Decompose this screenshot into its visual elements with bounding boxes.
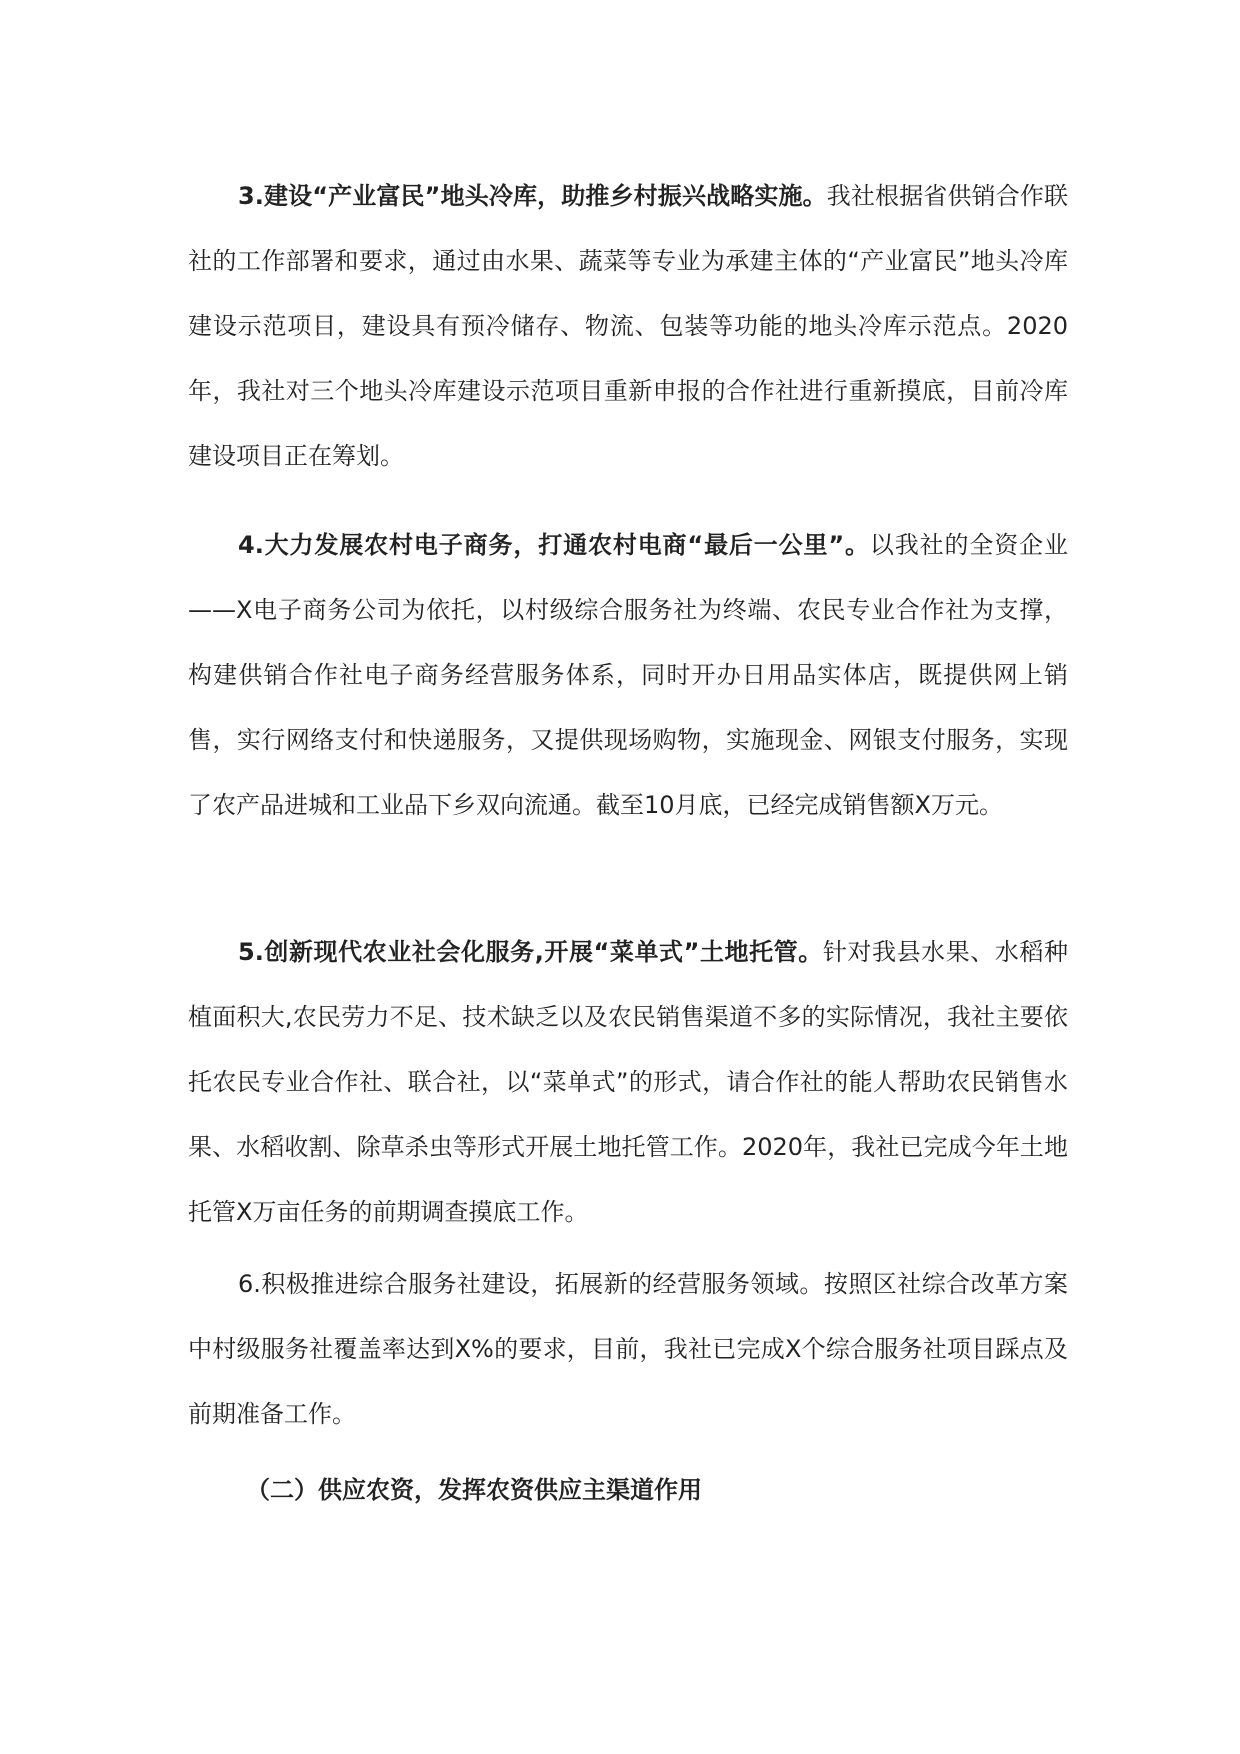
paragraph-lead-bold: 3.建设“产业富民”地头冷库，助推乡村振兴战略实施。	[238, 182, 827, 210]
paragraph-lead-bold: 4.大力发展农村电子商务，打通农村电商“最后一公里”。	[238, 531, 870, 559]
paragraph-body: 我社根据省供销合作联社的工作部署和要求，通过由水果、蔬菜等专业为承建主体的“产业富民”地头冷库建设示范项目，建设具有预冷储存、物流、包装等功能的地头冷库示范点。2020年，我社对三个地头冷库建设示范项目重新申报的合作社进行重新摸底，目前冷库建设项目正在筹划。	[188, 182, 1068, 470]
paragraph-body: 以我社的全资企业——X电子商务公司为依托，以村级综合服务社为终端、农民专业合作社为支撑，构建供销合作社电子商务经营服务体系，同时开办日用品实体店，既提供网上销售，实行网络支付和快递服务，又提供现场购物，实施现金、网银支付服务，实现了农产品进城和工业品下乡双向流通。截至10月底，已经完成销售额X万元。	[188, 531, 1068, 819]
section-heading: （二）供应农资，发挥农资供应主渠道作用	[246, 1476, 702, 1504]
paragraph-body: 针对我县水果、水稻种植面积大,农民劳力不足、技术缺乏以及农民销售渠道不多的实际情况，我社主要依托农民专业合作社、联合社，以“菜单式”的形式，请合作社的能人帮助农民销售水果、水稻收割、除草杀虫等形式开展土地托管工作。2020年，我社已完成今年土地托管X万亩任务的前期调查摸底工作。	[188, 938, 1069, 1226]
paragraph-cold-storage	[188, 164, 1068, 489]
paragraph-body: 6.积极推进综合服务社建设，拓展新的经营服务领域。按照区社综合改革方案中村级服务社覆盖率达到X%的要求，目前，我社已完成X个综合服务社项目踩点及前期准备工作。	[188, 1270, 1068, 1428]
paragraph-ecommerce	[188, 513, 1068, 838]
paragraph-lead-bold: 5.创新现代农业社会化服务,开展“菜单式”土地托管。	[238, 938, 823, 966]
paragraph-service-cooperatives	[188, 1252, 1068, 1447]
paragraph-land-trusteeship	[188, 920, 1068, 1245]
